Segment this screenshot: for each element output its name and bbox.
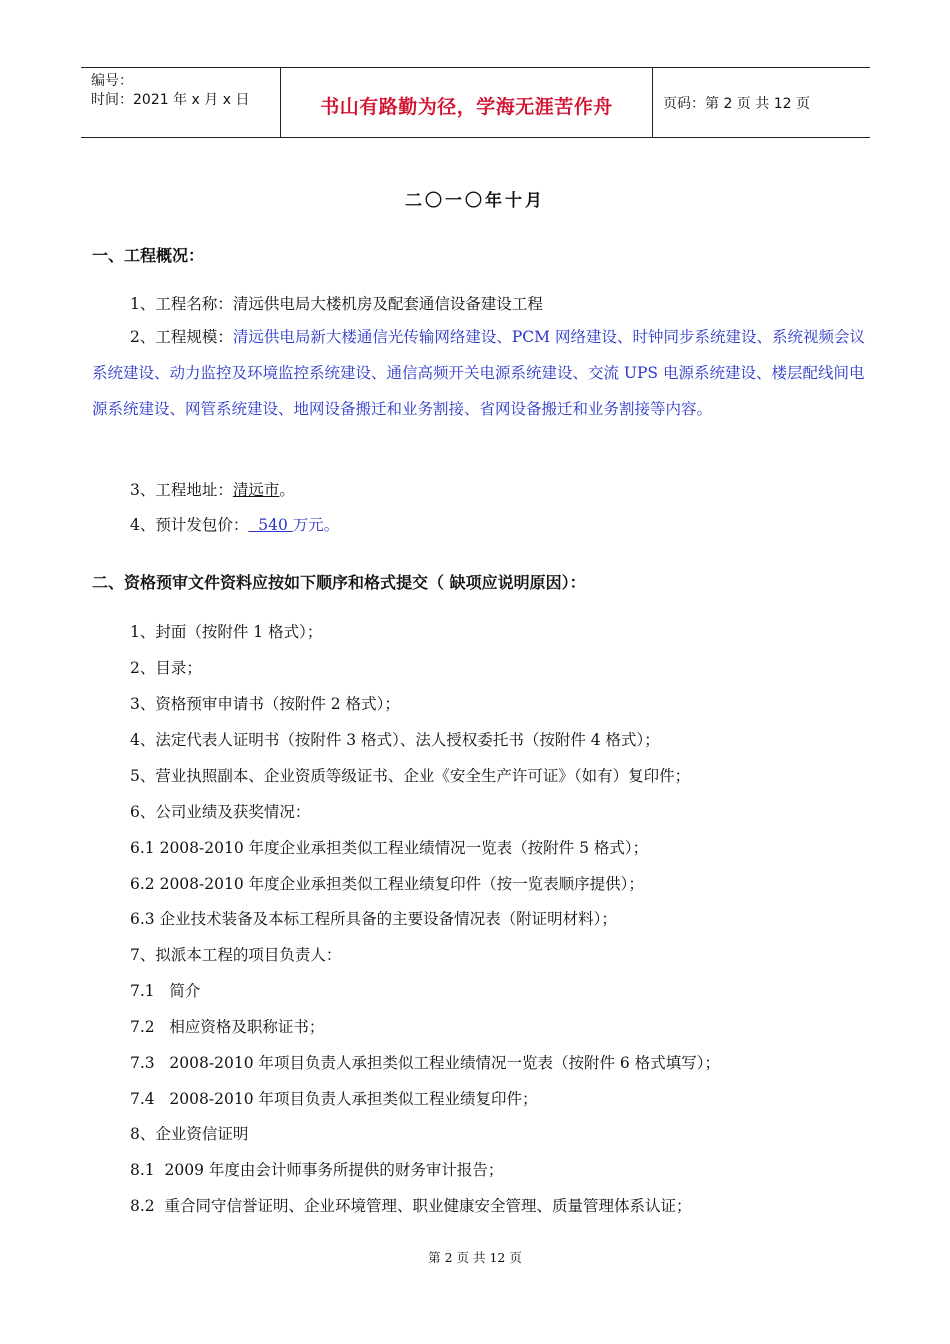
section2-item: 7.3 2008-2010 年项目负责人承担类似工程业绩情况一览表（按附件 6 格式填写）； bbox=[130, 1054, 720, 1072]
section2-item: 6.1 2008-2010 年度企业承担类似工程业绩情况一览表（按附件 5 格式）； bbox=[130, 839, 649, 857]
section2-item: 6.2 2008-2010 年度企业承担类似工程业绩复印件（按一览表顺序提供）； bbox=[130, 875, 644, 893]
section1-item1: 1、工程名称：清远供电局大楼机房及配套通信设备建设工程 bbox=[130, 295, 543, 313]
section1-item3 bbox=[130, 478, 295, 500]
section1-item2-label: 2、工程规模： bbox=[130, 328, 233, 346]
section2-item: 7.1 简介 bbox=[130, 982, 201, 1000]
section2-heading: 二、资格预审文件资料应按如下顺序和格式提交（ 缺项应说明原因）： bbox=[92, 573, 586, 592]
section1-item4-label: 4、预计发包价： bbox=[130, 516, 249, 534]
header-time: 时间：2021 年 x 月 x 日 bbox=[91, 92, 250, 108]
section2-item: 3、资格预审申请书（按附件 2 格式）； bbox=[130, 695, 400, 713]
document-header bbox=[81, 67, 870, 138]
estimated-price: 540 bbox=[248, 516, 293, 534]
section2-item: 8.1 2009 年度由会计师事务所提供的财务审计报告； bbox=[130, 1161, 504, 1179]
section2-item: 1、封面（按附件 1 格式）； bbox=[130, 623, 323, 641]
section2-item: 7.2 相应资格及职称证书； bbox=[130, 1018, 325, 1036]
section1-item3-label: 3、工程地址： bbox=[130, 481, 233, 499]
section2-item: 5、营业执照副本、企业资质等级证书、企业《安全生产许可证》（如有）复印件； bbox=[130, 767, 691, 785]
section2-item: 4、法定代表人证明书（按附件 3 格式）、法人授权委托书（按附件 4 格式）； bbox=[130, 731, 660, 749]
section2-item: 8.2 重合同守信誉证明、企业环境管理、职业健康安全管理、质量管理体系认证； bbox=[130, 1197, 692, 1215]
section2-item: 8、企业资信证明 bbox=[130, 1125, 249, 1143]
header-number: 编号： bbox=[91, 73, 133, 89]
header-page-info: 页码：第 2 页 共 12 页 bbox=[663, 95, 810, 112]
header-motto: 书山有路勤为径，学海无涯苦作舟 bbox=[281, 68, 653, 137]
section2-item: 7.4 2008-2010 年项目负责人承担类似工程业绩复印件； bbox=[130, 1090, 538, 1108]
section2-item: 7、拟派本工程的项目负责人： bbox=[130, 946, 342, 964]
section1-item2-text: 清远供电局新大楼通信光传输网络建设、PCM 网络建设、时钟同步系统建设、系统视频会议系统建设、动力监控及环境监控系统建设、通信高频开关电源系统建设、交流 UPS 电源系统建设、楼层配线间电源系统建设、网管系统建设、地网设备搬迁和业务割接、省网设备搬迁和业务割接等内容。 bbox=[92, 328, 865, 418]
header-meta bbox=[81, 68, 281, 137]
section2-item: 6.3 企业技术装备及本标工程所具备的主要设备情况表（附证明材料）； bbox=[130, 910, 617, 928]
section1-item4 bbox=[130, 513, 339, 535]
section1-heading: 一、工程概况： bbox=[92, 246, 205, 265]
section2-item: 2、目录； bbox=[130, 659, 202, 677]
price-unit: 万元。 bbox=[292, 516, 340, 534]
section1-item3-end: 。 bbox=[279, 481, 295, 499]
page-footer: 第 2 页 共 12 页 bbox=[428, 1250, 522, 1265]
section1-item2 bbox=[92, 319, 874, 427]
section2-item: 6、公司业绩及获奖情况： bbox=[130, 803, 311, 821]
project-address: 清远市 bbox=[232, 481, 280, 499]
document-date-title: 二〇一〇年十月 bbox=[405, 191, 545, 211]
